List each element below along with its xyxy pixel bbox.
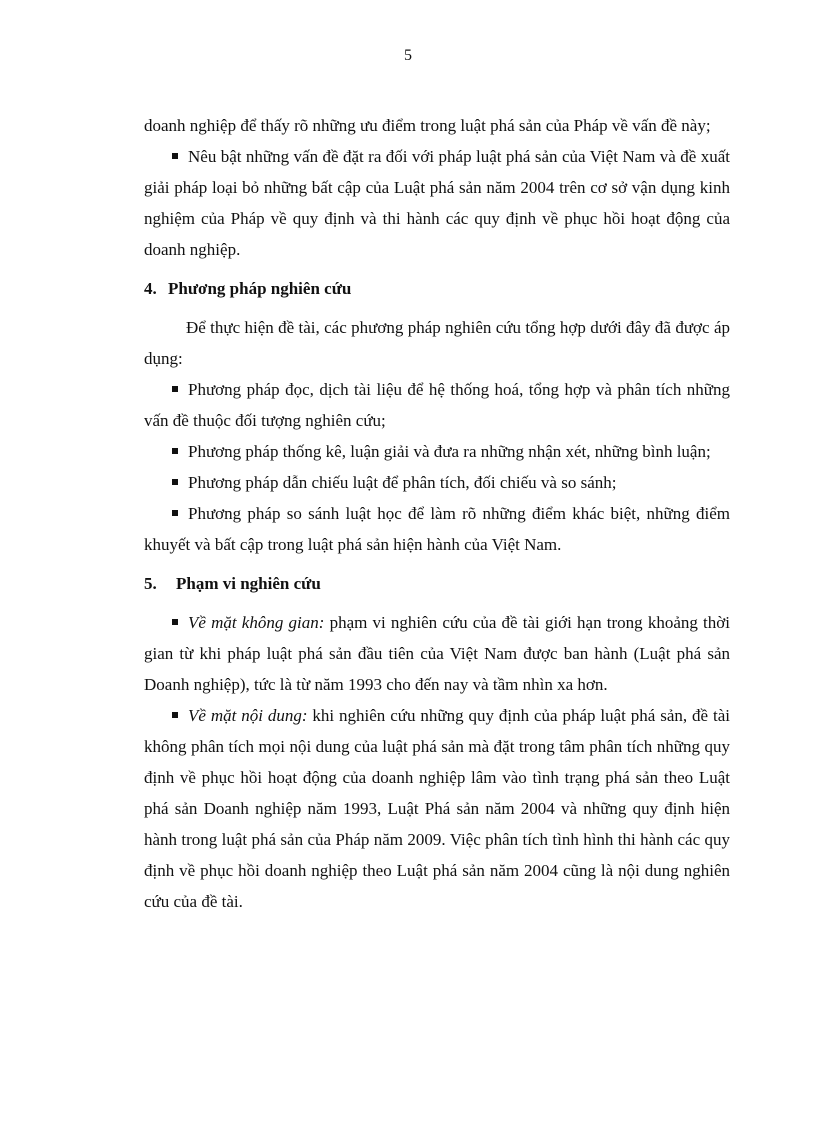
square-bullet-icon (172, 153, 178, 159)
page-content (144, 110, 730, 917)
objective-item (144, 141, 730, 265)
objective-item-text: Nêu bật những vấn đề đặt ra đối với pháp luật phá sản của Việt Nam và đề xuất giải pháp loại bỏ những bất cập của Luật phá sản năm 2004 trên cơ sở vận dụng kinh nghiệm của Pháp về quy định và thi hành các quy định về phục hồi hoạt động của doanh nghiệp. (144, 147, 730, 259)
scope-item-lead: Về mặt không gian: (188, 613, 325, 632)
scope-item-text: phạm vi nghiên cứu của đề tài giới hạn trong khoảng thời gian từ khi pháp luật phá sản đầu tiên của Việt Nam được ban hành (Luật phá sản Doanh nghiệp), tức là từ năm 1993 cho đến nay và tầm nhìn xa hơn. (144, 613, 730, 694)
method-item (144, 374, 730, 436)
method-item (144, 467, 730, 498)
scope-item-lead: Về mặt nội dung: (188, 706, 308, 725)
method-item-text: Phương pháp so sánh luật học để làm rõ những điểm khác biệt, những điểm khuyết và bất cập trong luật phá sản hiện hành của Việt Nam. (144, 504, 730, 554)
scope-item (144, 607, 730, 700)
section-title: Phạm vi nghiên cứu (176, 574, 321, 593)
method-item (144, 498, 730, 560)
square-bullet-icon (172, 712, 178, 718)
section-heading-scope (144, 568, 730, 599)
method-item-text: Phương pháp đọc, dịch tài liệu để hệ thống hoá, tổng hợp và phân tích những vấn đề thuộc đối tượng nghiên cứu; (144, 380, 730, 430)
methods-intro: Để thực hiện đề tài, các phương pháp nghiên cứu tổng hợp dưới đây đã được áp dụng: (144, 318, 730, 368)
square-bullet-icon (172, 619, 178, 625)
section-title: Phương pháp nghiên cứu (168, 279, 352, 298)
method-item (144, 436, 730, 467)
section-heading-methods (144, 273, 730, 304)
square-bullet-icon (172, 510, 178, 516)
scope-item (144, 700, 730, 917)
scope-item-text: khi nghiên cứu những quy định của pháp luật phá sản, đề tài không phân tích mọi nội dung của luật phá sản mà đặt trong tâm phân tích những quy định về phục hồi hoạt động của doanh nghiệp lâm vào tình trạng phá sản theo Luật phá sản Doanh nghiệp năm 1993, Luật Phá sản năm 2004 và những quy định hiện hành trong luật phá sản của Pháp năm 2009. Việc phân tích tình hình thi hành các quy định về phục hồi doanh nghiệp theo Luật phá sản năm 2004 cũng là nội dung nghiên cứu của đề tài. (144, 706, 730, 911)
method-item-text: Phương pháp dẫn chiếu luật để phân tích, đối chiếu và so sánh; (188, 473, 617, 492)
page-number: 5 (404, 47, 412, 64)
method-item-text: Phương pháp thống kê, luận giải và đưa ra những nhận xét, những bình luận; (188, 442, 711, 461)
section-number: 4. (144, 279, 157, 298)
section-number: 5. (144, 574, 157, 593)
continuation-paragraph: doanh nghiệp để thấy rõ những ưu điểm trong luật phá sản của Pháp về vấn đề này; (144, 116, 711, 135)
square-bullet-icon (172, 386, 178, 392)
square-bullet-icon (172, 479, 178, 485)
square-bullet-icon (172, 448, 178, 454)
